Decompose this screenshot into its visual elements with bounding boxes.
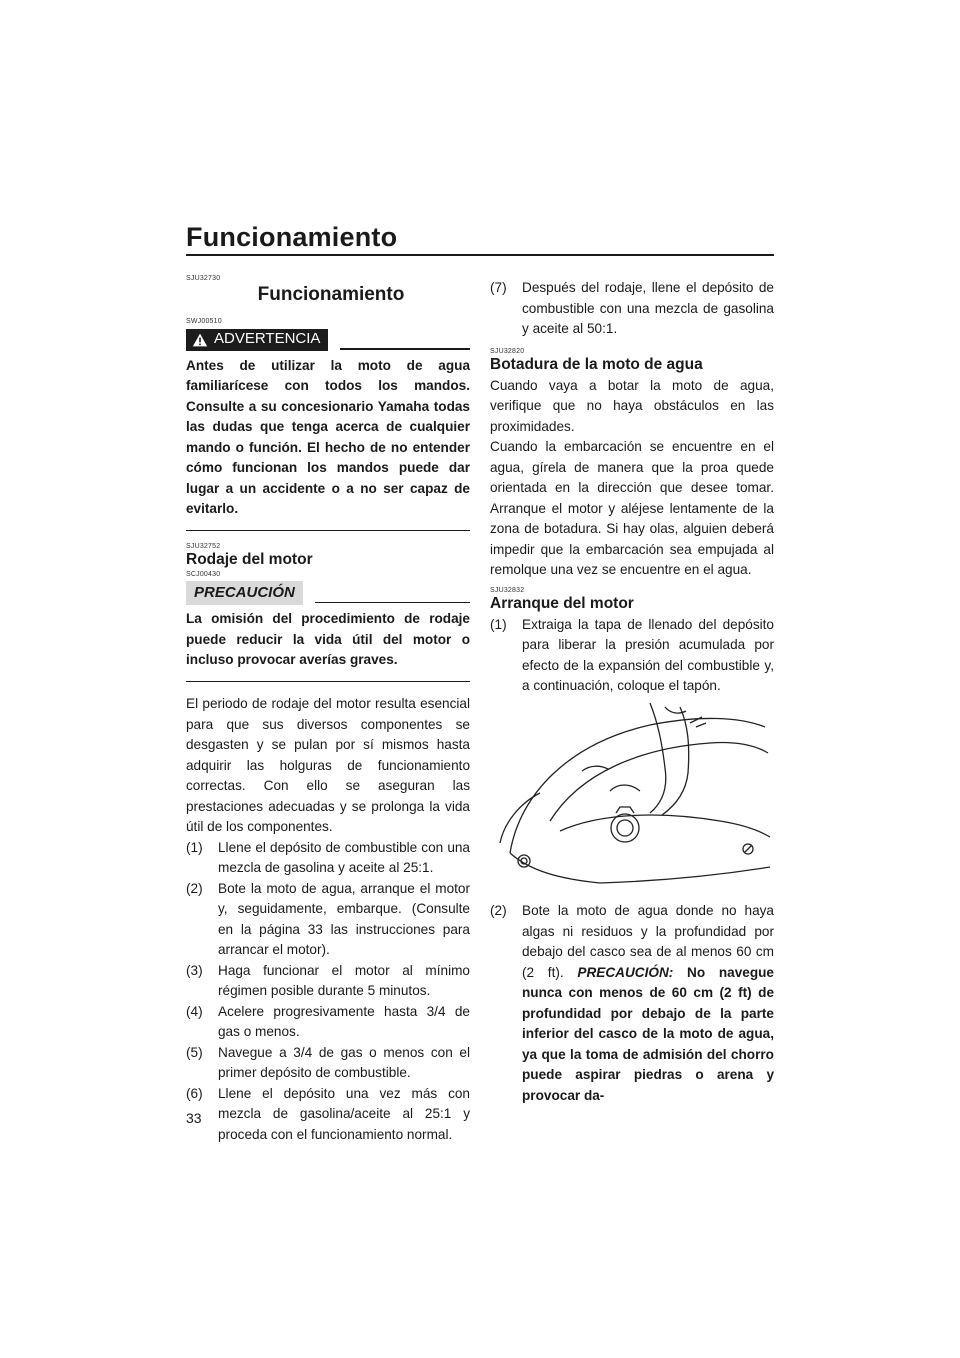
doc-code: SCJ00430 xyxy=(186,571,221,578)
warning-header xyxy=(186,328,470,352)
doc-code: SJU32820 xyxy=(490,347,525,355)
item-number: (1) xyxy=(490,616,507,632)
doc-code: SWJ00510 xyxy=(186,317,222,325)
section-title: Funcionamiento xyxy=(257,284,405,305)
warning-triangle-icon xyxy=(192,332,208,348)
subsection-title: Arranque del motor xyxy=(490,594,634,612)
subsection-title: Rodaje del motor xyxy=(186,551,313,568)
left-column xyxy=(186,275,470,1145)
warning-end-rule xyxy=(186,530,470,532)
item-number: (5) xyxy=(186,1044,203,1060)
warning-text: Antes de utilizar la moto de agua familiarícese con todos los mandos. Consulte a su concesionario Yamaha todas las dudas que tenga acerca de cualquier mando o función. El hecho de no entender cómo funcionan los mandos puede dar lugar a un accidente o a no ser capaz de evitarlo. xyxy=(186,357,470,516)
list-item xyxy=(490,901,774,1106)
step-list xyxy=(186,838,470,1146)
item-number: (2) xyxy=(490,903,507,918)
caution-end-rule xyxy=(186,681,470,683)
item-text: Bote la moto de agua, arranque el motor y, seguidamente, embarque. (Consulte en la página 33 las instrucciones para arrancar el motor). xyxy=(218,880,470,957)
caution-rule xyxy=(315,602,470,604)
doc-code: SJU32832 xyxy=(490,586,525,594)
item-number: (3) xyxy=(186,962,203,978)
warning-rule xyxy=(340,348,470,350)
header-rule xyxy=(186,254,774,256)
item-text xyxy=(522,901,774,1106)
item-text: Llene el depósito una vez más con mezcla de gasolina/aceite al 25:1 y proceda con el funcionamiento normal. xyxy=(218,1085,470,1142)
warning-label: ADVERTENCIA xyxy=(214,330,321,348)
doc-code: SJU32752 xyxy=(186,543,221,550)
item-text: Acelere progresivamente hasta 3/4 de gas o menos. xyxy=(218,1003,470,1039)
intro-paragraph: El periodo de rodaje del motor resulta esencial para que sus diversos componentes se desgasten y se pulan por sí mismos hasta adquirir las holguras de funcionamiento correctas. Con ello se aseguran las prestaciones adecuadas y se prolonga la vida útil de los componentes. xyxy=(186,696,470,834)
item-text-body: Bote la moto de agua donde no haya algas ni residuos y la profundidad por debajo del casco sea de al menos 60 cm (2 ft). xyxy=(522,903,774,980)
list-item xyxy=(186,879,470,961)
subsection-title: Botadura de la moto de agua xyxy=(490,355,703,373)
item-text: Haga funcionar el motor al mínimo régimen posible durante 5 minutos. xyxy=(218,962,470,998)
list-item xyxy=(186,1043,470,1084)
item-number: (1) xyxy=(186,839,203,855)
paragraph: Cuando vaya a botar la moto de agua, verifique que no haya obstáculos en las proximidades. xyxy=(490,377,774,434)
list-item xyxy=(186,961,470,1002)
item-number: (7) xyxy=(490,280,507,295)
caution-text: La omisión del procedimiento de rodaje puede reducir la vida útil del motor o incluso provocar averías graves. xyxy=(186,611,470,667)
item-text: Llene el depósito de combustible con una mezcla de gasolina y aceite al 25:1. xyxy=(218,839,470,875)
warning-badge xyxy=(186,329,328,351)
list-item xyxy=(490,615,774,697)
list-item xyxy=(186,1002,470,1043)
fuel-cap-illustration xyxy=(490,703,774,889)
item-text: Extraiga la tapa de llenado del depósito para liberar la presión acumulada por efecto de la expansión del combustible y, a continuación, coloque el tapón. xyxy=(522,616,774,693)
item-text: Después del rodaje, llene el depósito de combustible con una mezcla de gasolina y aceite al 50:1. xyxy=(522,280,774,336)
right-column xyxy=(490,278,774,1106)
doc-code: SJU32730 xyxy=(186,275,221,282)
inline-caution-label: PRECAUCIÓN: xyxy=(577,964,674,980)
paragraph: Cuando la embarcación se encuentre en el agua, gírela de manera que la proa quede orientada en la dirección que desee tomar. Arranque el motor y aléjese lentamente de la zona de botadura. Si hay olas, alguien deberá impedir que la embarcación sea empujada al remolque una vez se encuentre en el agua. xyxy=(490,439,774,577)
inline-caution-text: No navegue nunca con menos de 60 cm (2 ft) de profundidad por debajo de la parte inferior del casco de la moto de agua, ya que la toma de admisión del chorro puede aspirar piedras o arena y provocar da- xyxy=(522,964,774,1103)
item-text: Navegue a 3/4 de gas o menos con el primer depósito de combustible. xyxy=(218,1044,470,1080)
list-item xyxy=(490,278,774,340)
item-number: (2) xyxy=(186,880,203,896)
item-number: (4) xyxy=(186,1003,203,1019)
item-number: (6) xyxy=(186,1085,203,1101)
caution-header xyxy=(186,581,470,605)
list-item xyxy=(186,1084,470,1146)
caution-badge: PRECAUCIÓN xyxy=(186,581,303,605)
page-number: 33 xyxy=(186,1110,202,1126)
page-header-title: Funcionamiento xyxy=(186,222,398,252)
list-item xyxy=(186,838,470,879)
